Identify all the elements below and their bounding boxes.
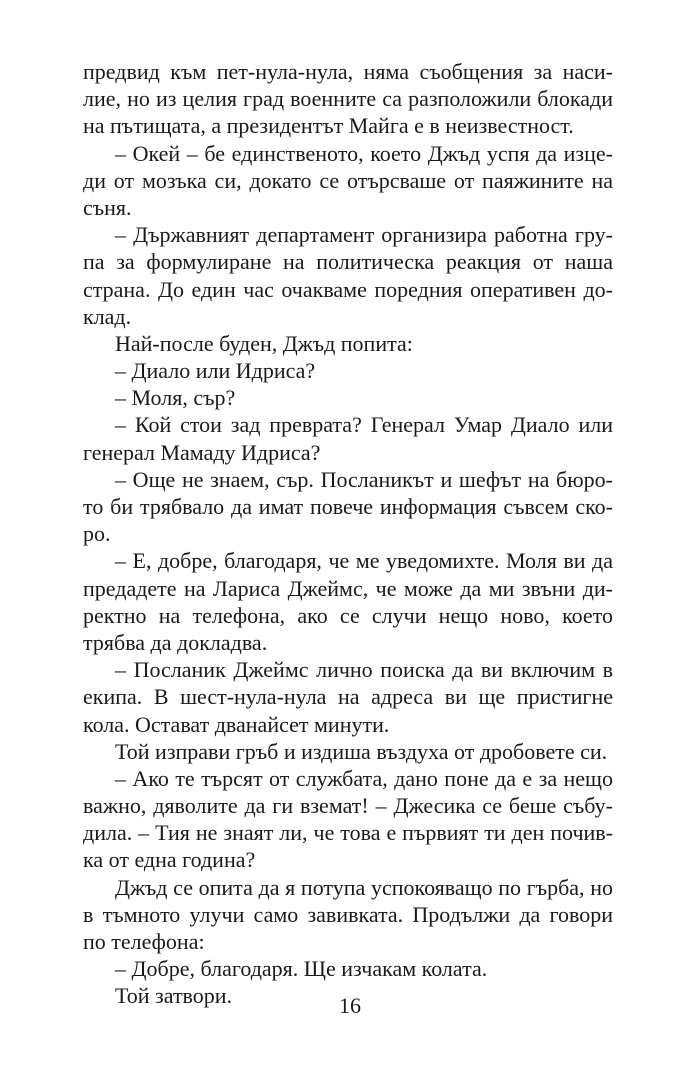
text-line: клад. xyxy=(83,303,132,329)
text-line: – Окей – бе единственото, което Джъд успя да изце- xyxy=(115,140,613,166)
text-line: лие, но из целия град военните са разположили блокади xyxy=(83,86,613,112)
text-line: па за формулиране на политическа реакция от наша xyxy=(83,249,613,275)
text-line: съня. xyxy=(83,194,132,220)
text-line: ка от една година? xyxy=(83,847,256,873)
text-line: предадете на Лариса Джеймс, че може да ми звъни ди- xyxy=(83,575,613,601)
text-line: по телефона: xyxy=(83,929,205,954)
text-line: Той затвори. xyxy=(115,983,233,1009)
page-number: 16 xyxy=(339,993,361,1018)
text-line: – Диало или Идриса? xyxy=(115,358,316,384)
text-line: то би трябвало да имат повече информация съвсем ско- xyxy=(83,494,613,519)
text-line: генерал Мамаду Идриса? xyxy=(83,439,321,465)
text-line: в тъмното улучи само завивката. Продължи да говори xyxy=(83,901,613,927)
text-line: важно, дяволите да ги вземат! – Джесика се беше събу- xyxy=(83,793,613,819)
text-line: кола. Остават дванайсет минути. xyxy=(83,711,390,737)
text-line: дила. – Тия не знаят ли, че това е първият ти ден почив- xyxy=(83,820,613,846)
text-line: – Моля, сър? xyxy=(115,385,236,411)
text-line: ректно на телефона, ако се случи нещо ново, което xyxy=(83,602,613,628)
page-body xyxy=(83,58,613,1010)
text-line: на пътищата, а президентът Майга е в неизвестност. xyxy=(83,113,574,139)
text-line: – Е, добре, благодаря, че ме уведомихте. Моля ви да xyxy=(115,548,613,574)
text-line: трябва да докладва. xyxy=(83,629,268,655)
text-line: ро. xyxy=(83,521,111,547)
text-line: екипа. В шест-нула-нула на адреса ви ще пристигне xyxy=(83,684,613,710)
text-line: Той изправи гръб и издиша въздуха от дробовете си. xyxy=(115,738,608,764)
text-line: – Още не знаем, сър. Посланикът и шефът на бюро- xyxy=(115,466,613,492)
text-line: – Посланик Джеймс лично поиска да ви включим в xyxy=(115,657,613,683)
text-line: Най-после буден, Джъд попита: xyxy=(115,330,413,356)
text-line: – Кой стои зад преврата? Генерал Умар Диало или xyxy=(115,412,613,438)
text-line: – Ако те търсят от службата, дано поне да е за нещо xyxy=(115,765,613,791)
text-line: – Добре, благодаря. Ще изчакам колата. xyxy=(115,956,488,982)
text-line: предвид към пет-нула-нула, няма съобщения за наси- xyxy=(83,59,613,84)
text-line: – Държавният департамент организира работна гру- xyxy=(115,222,613,248)
text-line: ди от мозъка си, докато се отърсваше от паяжините на xyxy=(83,167,613,193)
text-line: страна. До един час очакваме поредния оперативен до- xyxy=(83,276,613,302)
text-line: Джъд се опита да я потупа успокояващо по гърба, но xyxy=(115,874,613,900)
